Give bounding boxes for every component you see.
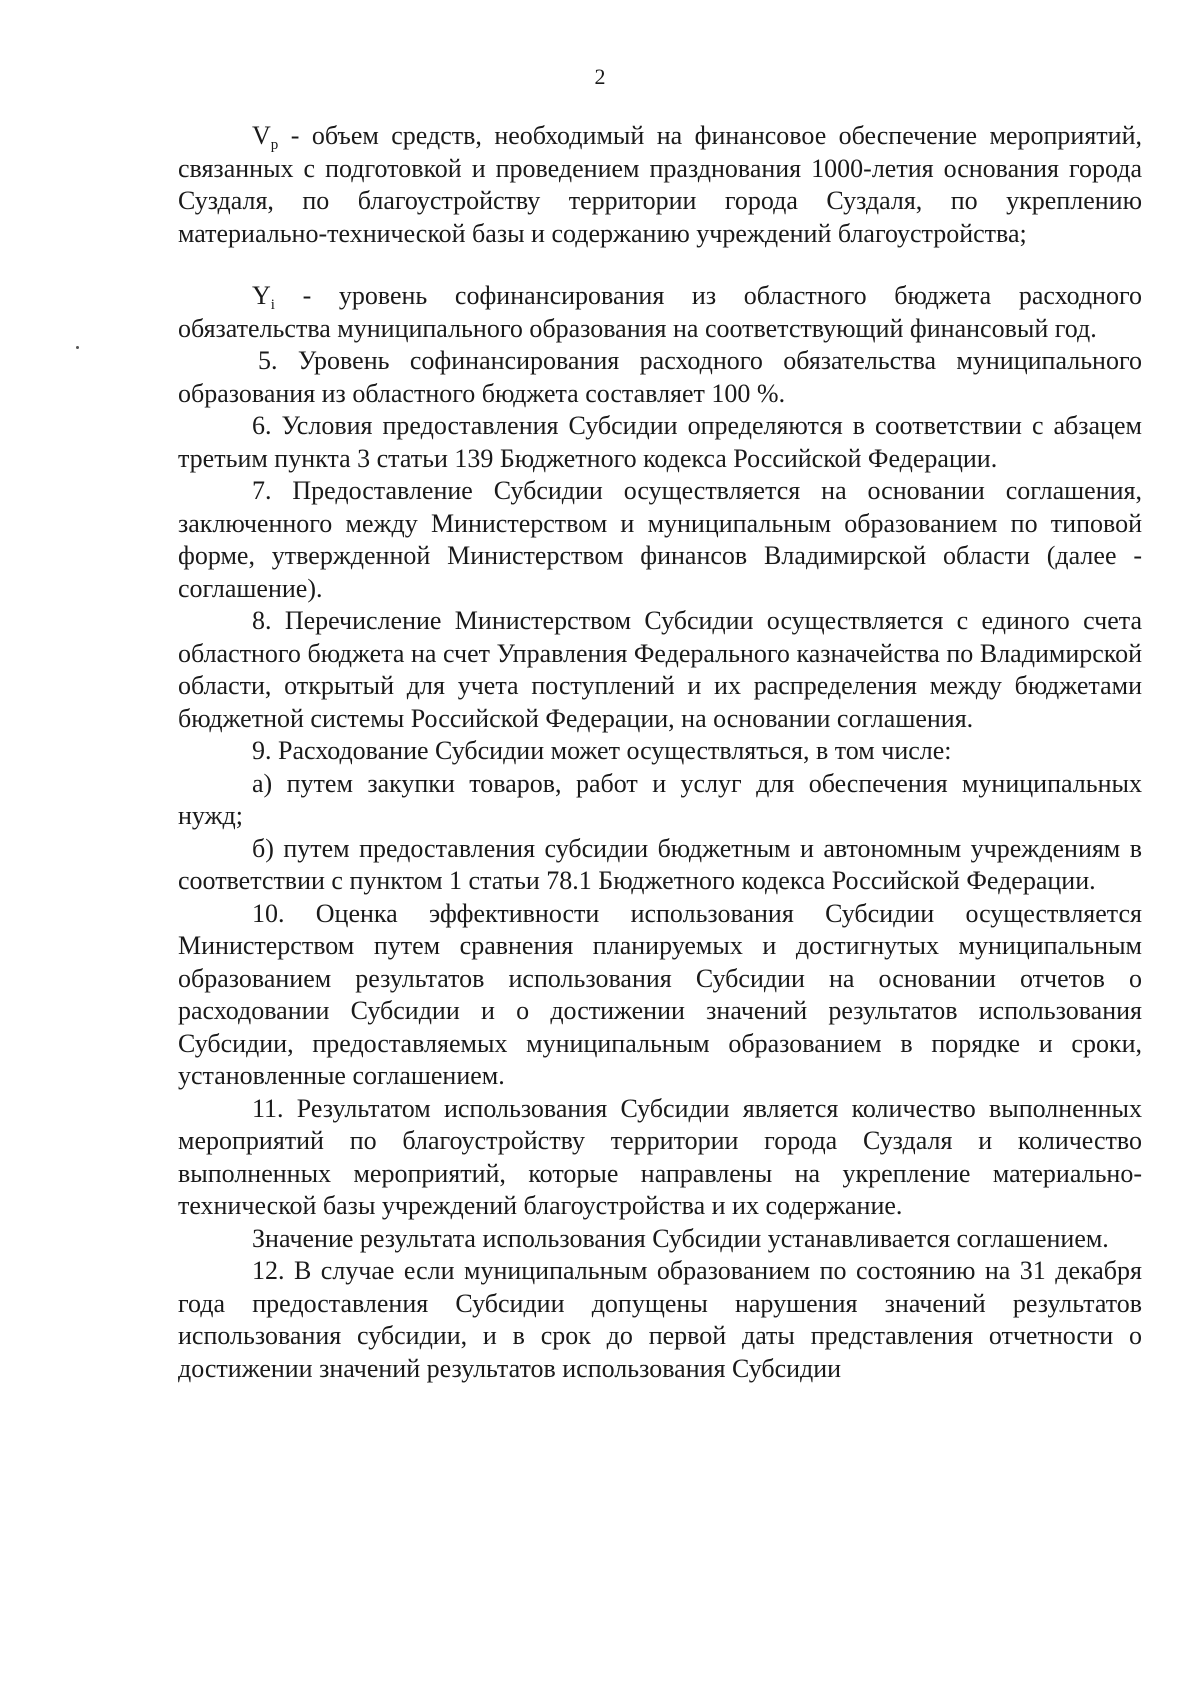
paragraph-12: 12. В случае если муниципальным образованием по состоянию на 31 декабря года предоставления Субсидии допущены нарушения значений результатов использования субсидии, и в срок до первой даты представления отчетности о достижении значений результатов использования Субсидии: [178, 1256, 1142, 1383]
paragraph-6: 6. Условия предоставления Субсидии определяются в соответствии с абзацем третьим пункта 3 статьи 139 Бюджетного кодекса Российской Федерации.: [178, 411, 1142, 473]
paragraph-9a: а) путем закупки товаров, работ и услуг для обеспечения муниципальных нужд;: [178, 768, 1142, 830]
paragraph-10: 10. Оценка эффективности использования Субсидии осуществляется Министерством путем сравнения планируемых и достигнутых муниципальным образованием результатов использования Субсидии на основании отчетов о расходовании Субсидии и о достижении значений результатов использования Субсидии, предоставляемых муниципальным образованием в порядке и сроки, установленные соглашением.: [178, 898, 1142, 1090]
paragraph-vp-definition: [178, 120, 1142, 250]
yi-text: - уровень софинансирования из областного бюджета расходного обязательства муниципального образования на соответствующий финансовый год.: [178, 281, 1142, 343]
paragraph-8: 8. Перечисление Министерством Субсидии осуществляется с единого счета областного бюджета на счет Управления Федерального казначейства по Владимирской области, открытый для учета поступлений и их распределения между бюджетами бюджетной системы Российской Федерации, на основании соглашения.: [178, 606, 1142, 733]
paragraph-11: 11. Результатом использования Субсидии является количество выполненных мероприятий по благоустройству территории города Суздаля и количество выполненных мероприятий, которые направлены на укрепление материально-технической базы учреждений благоустройства и их содержание.: [178, 1093, 1142, 1220]
paragraph-yi-definition: [178, 280, 1142, 345]
document-body: [178, 120, 1142, 1385]
yi-symbol: Y: [252, 281, 271, 310]
paragraph-5: 5. Уровень софинансирования расходного обязательства муниципального образования из областного бюджета составляет 100 %.: [178, 346, 1142, 408]
vp-subscript: p: [270, 137, 279, 153]
vp-text: - объем средств, необходимый на финансовое обеспечение мероприятий, связанных с подготовкой и проведением празднования 1000-летия основания города Суздаля, по благоустройству территории города Суздаля, по укреплению материально-технической базы и содержанию учреждений благоустройства;: [178, 121, 1142, 248]
paragraph-11-value: Значение результата использования Субсидии устанавливается соглашением.: [252, 1223, 1109, 1253]
page-number: 2: [594, 64, 606, 89]
vp-symbol: V: [252, 121, 271, 150]
paragraph-9: 9. Расходование Субсидии может осуществляться, в том числе:: [252, 736, 952, 765]
paragraph-9b: б) путем предоставления субсидии бюджетным и автономным учреждениям в соответствии с пунктом 1 статьи 78.1 Бюджетного кодекса Российской Федерации.: [178, 833, 1142, 895]
paragraph-7: 7. Предоставление Субсидии осуществляется на основании соглашения, заключенного между Министерством и муниципальным образованием по типовой форме, утвержденной Министерством финансов Владимирской области (далее - соглашение).: [178, 476, 1142, 603]
yi-subscript: i: [270, 297, 275, 313]
scan-speck: [76, 346, 79, 349]
